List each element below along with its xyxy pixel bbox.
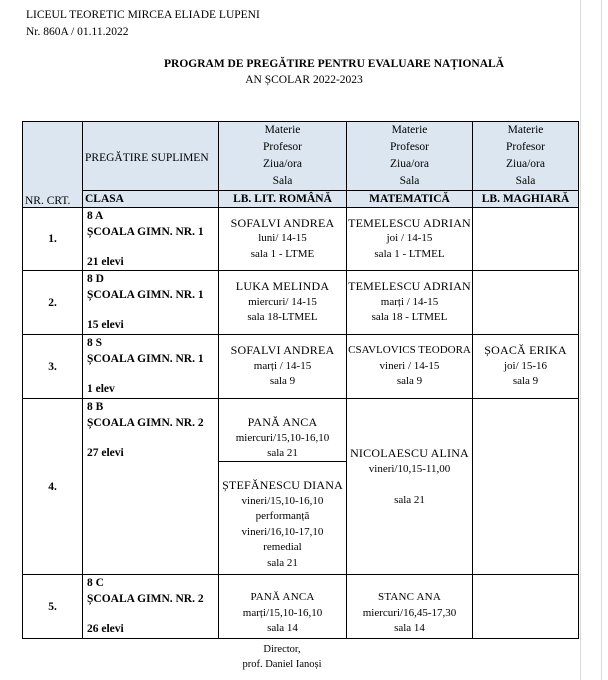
label-profesor: Profesor	[263, 141, 302, 153]
mate-cell	[347, 335, 473, 399]
room: sala 9	[512, 375, 539, 388]
table-row	[23, 271, 579, 335]
teacher-name: TEMELESCU ADRIAN	[348, 215, 471, 230]
schedule-time: joi / 14-15	[386, 232, 433, 245]
row-number: 3.	[23, 335, 83, 399]
schedule-time: marți / 14-15	[380, 295, 439, 308]
schedule-time: joi/ 15-16	[503, 359, 548, 372]
class-school: ȘCOALA GIMN. NR. 2	[87, 417, 204, 429]
teacher-name: TEMELESCU ADRIAN	[348, 279, 471, 294]
room: sala 18-LTMEL	[247, 311, 318, 324]
subject-header-romana	[219, 122, 347, 191]
table-row	[23, 335, 579, 399]
header-pregatire-label: PREGĂTIRE SUPLIMEN	[85, 152, 209, 164]
subject-header-maghiara	[473, 122, 579, 191]
row-number: 5.	[23, 575, 83, 639]
room: sala 14	[267, 622, 298, 635]
maghiara-cell	[473, 575, 579, 639]
label-sala: Sala	[515, 175, 536, 187]
class-name: 8 B	[87, 401, 104, 413]
schedule-time: marți/15,10-16,10	[242, 606, 323, 619]
class-school: ȘCOALA GIMN. NR. 1	[87, 289, 204, 301]
teacher-name: STANC ANA	[378, 591, 441, 604]
class-name: 8 D	[87, 273, 104, 285]
sheet-gridline	[580, 0, 581, 680]
schedule-time: vineri / 14-15	[379, 359, 440, 372]
label-sala: Sala	[272, 175, 293, 187]
mate-cell	[347, 208, 473, 271]
table-row	[23, 208, 579, 271]
class-school: ȘCOALA GIMN. NR. 1	[87, 226, 204, 238]
room: sala 21	[394, 494, 425, 506]
class-students: 26 elevi	[87, 623, 124, 635]
room: sala 1 - LTME	[250, 247, 315, 260]
session-note: performanță	[255, 510, 310, 522]
schedule-table	[22, 121, 579, 639]
class-students: 1 elev	[87, 383, 115, 395]
romana-cell	[219, 271, 347, 335]
romana-cell	[219, 335, 347, 399]
class-school: ȘCOALA GIMN. NR. 1	[87, 353, 204, 365]
header-nr-crt-label: NR. CRT.	[25, 195, 71, 207]
room: sala 18 - LTMEL	[371, 311, 448, 324]
class-name: 8 S	[87, 337, 103, 349]
header-pregatire	[83, 122, 219, 191]
subject-header-mate	[347, 122, 473, 191]
romana-sub-a	[219, 399, 346, 461]
maghiara-cell	[473, 208, 579, 271]
mate-cell	[347, 399, 473, 575]
header-clasa-label: CLASA	[85, 193, 124, 205]
room: sala 9	[396, 375, 423, 388]
class-name: 8 A	[87, 210, 104, 222]
sheet-gridline	[601, 0, 602, 680]
header-nr-crt	[23, 122, 83, 208]
director-name: prof. Daniel Ianoși	[242, 659, 322, 670]
teacher-name: ȘOACĂ ERIKA	[484, 343, 567, 358]
school-name: LICEUL TEORETIC MIRCEA ELIADE LUPENI	[26, 9, 260, 21]
class-cell	[83, 575, 219, 639]
schedule-time: luni/ 14-15	[258, 232, 307, 245]
row-number: 2.	[23, 271, 83, 335]
class-students: 27 elevi	[87, 447, 124, 459]
header-clasa	[83, 191, 219, 208]
romana-cell	[219, 575, 347, 639]
subject-romana: LB. LIT. ROMÂNĂ	[219, 191, 347, 208]
room: sala 9	[269, 375, 296, 388]
maghiara-cell	[473, 271, 579, 335]
label-materie: Materie	[391, 124, 428, 136]
label-profesor: Profesor	[506, 141, 545, 153]
romana-cell	[219, 399, 347, 575]
class-name: 8 C	[87, 577, 104, 589]
class-cell	[83, 399, 219, 575]
teacher-name: LUKA MELINDA	[235, 279, 330, 294]
teacher-name: PANĂ ANCA	[250, 591, 315, 604]
reference-number: Nr. 860A / 01.11.2022	[26, 26, 129, 38]
class-cell	[83, 335, 219, 399]
label-ziua-ora: Ziua/ora	[506, 158, 545, 170]
maghiara-cell	[473, 399, 579, 575]
teacher-name: SOFALVI ANDREA	[230, 343, 335, 358]
room: sala 21	[267, 447, 298, 459]
row-number: 1.	[23, 208, 83, 271]
subject-maghiara: LB. MAGHIARĂ	[473, 191, 579, 208]
romana-cell	[219, 208, 347, 271]
schedule-time: miercuri/15,10-16,10	[235, 431, 330, 444]
label-ziua-ora: Ziua/ora	[263, 158, 302, 170]
mate-cell	[347, 271, 473, 335]
teacher-name: NICOLAESCU ALINA	[350, 446, 469, 460]
teacher-name: ȘTEFĂNESCU DIANA	[222, 478, 343, 492]
director-role: Director,	[263, 644, 301, 655]
romana-sub-b	[219, 461, 346, 571]
row-number: 4.	[23, 399, 83, 575]
schedule-time: marți / 14-15	[253, 359, 312, 372]
table-row	[23, 575, 579, 639]
class-students: 21 elevi	[87, 256, 124, 268]
teacher-name: PANĂ ANCA	[247, 415, 318, 429]
table-row	[23, 399, 579, 575]
label-profesor: Profesor	[390, 141, 429, 153]
room: sala 1 - LTMEL	[374, 247, 445, 260]
label-materie: Materie	[264, 124, 301, 136]
label-sala: Sala	[399, 175, 420, 187]
class-students: 15 elevi	[87, 319, 124, 331]
class-cell	[83, 208, 219, 271]
session-note: remedial	[263, 541, 302, 553]
mate-cell	[347, 575, 473, 639]
teacher-name: SOFALVI ANDREA	[230, 215, 335, 230]
room: sala 14	[394, 622, 425, 635]
label-ziua-ora: Ziua/ora	[390, 158, 429, 170]
class-school: ȘCOALA GIMN. NR. 2	[87, 593, 204, 605]
maghiara-cell	[473, 335, 579, 399]
school-year: AN ȘCOLAR 2022-2023	[245, 74, 363, 86]
subject-mate: MATEMATICĂ	[347, 191, 473, 208]
teacher-name: CSAVLOVICS TEODORA	[348, 344, 471, 357]
label-materie: Materie	[507, 124, 544, 136]
schedule-time: vineri/15,10-16,10	[241, 494, 324, 507]
schedule-time: vineri/16,10-17,10	[241, 525, 324, 538]
document-title: PROGRAM DE PREGĂTIRE PENTRU EVALUARE NAȚIONALĂ	[163, 58, 505, 70]
schedule-time: miercuri/ 14-15	[248, 295, 317, 308]
class-cell	[83, 271, 219, 335]
schedule-time: miercuri/16,45-17,30	[362, 606, 457, 619]
schedule-time: vineri/10,15-11,00	[368, 462, 451, 475]
room: sala 21	[267, 556, 298, 569]
